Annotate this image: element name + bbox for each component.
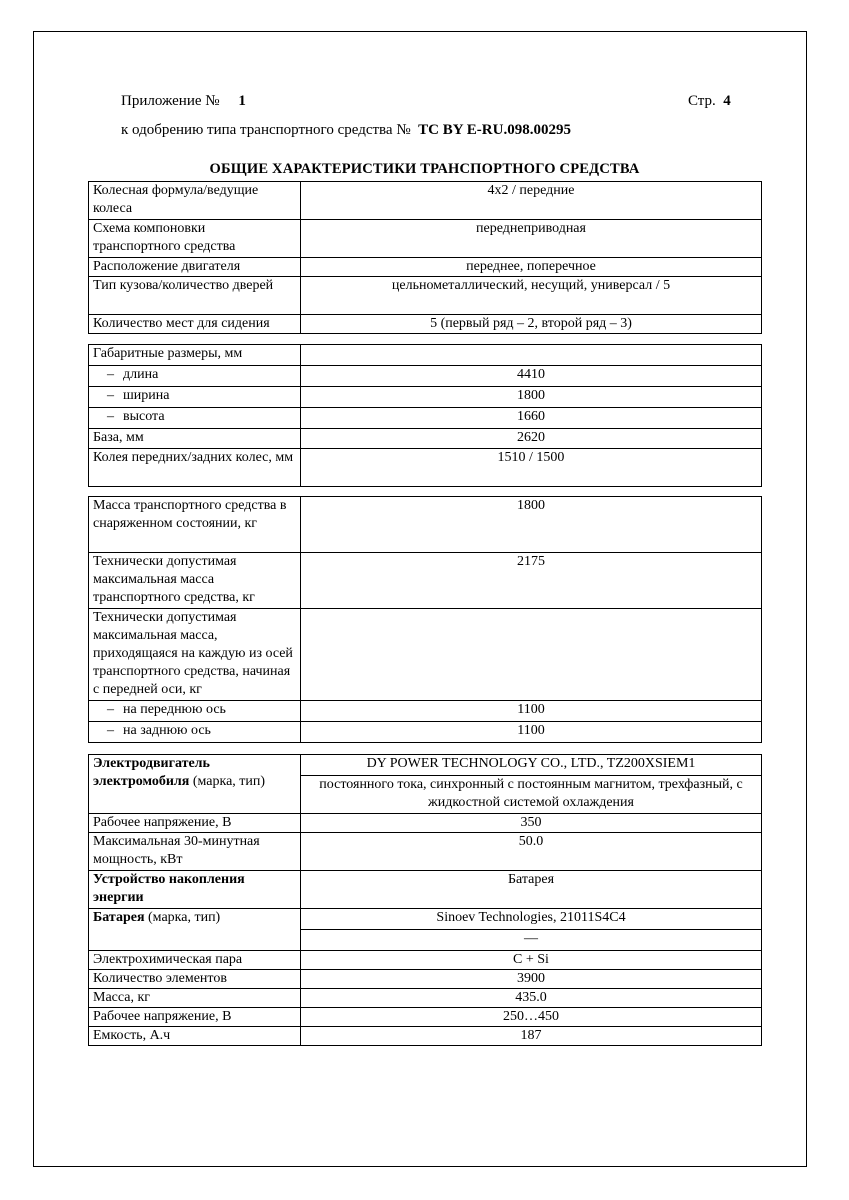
front-axle-value: 1100 <box>301 701 762 722</box>
table-row <box>89 755 762 776</box>
layout-label: Схема компоновки транспортного средства <box>89 220 301 258</box>
engine-position-label: Расположение двигателя <box>89 258 301 277</box>
table-row <box>89 909 762 930</box>
cells-value: 3900 <box>301 970 762 989</box>
table-row <box>89 871 762 909</box>
layout-value: переднеприводная <box>301 220 762 258</box>
approval-line <box>121 122 571 139</box>
dash: – <box>107 388 114 403</box>
table-row <box>89 387 762 408</box>
capacity-value: 187 <box>301 1027 762 1046</box>
appendix-label: Приложение № <box>121 93 220 109</box>
table-row <box>89 258 762 277</box>
table-row <box>89 553 762 609</box>
table-row <box>89 220 762 258</box>
table-row <box>89 449 762 487</box>
dimensions-table <box>88 344 762 487</box>
length-value: 4410 <box>301 366 762 387</box>
electric-table <box>88 754 762 1046</box>
max-mass-label: Технически допустимая максимальная масса транспортного средства, кг <box>89 553 301 609</box>
seats-label: Количество мест для сидения <box>89 315 301 334</box>
page-number: 4 <box>723 93 731 109</box>
height-label: – высота <box>89 408 301 429</box>
chem-value: C + Si <box>301 951 762 970</box>
storage-value: Батарея <box>301 871 762 909</box>
max-mass-value: 2175 <box>301 553 762 609</box>
overall-dimensions-label: Габаритные размеры, мм <box>89 345 301 366</box>
table-row <box>89 833 762 871</box>
rear-axle-label: – на заднюю ось <box>89 722 301 743</box>
axle-mass-value <box>301 609 762 701</box>
seats-value: 5 (первый ряд – 2, второй ряд – 3) <box>301 315 762 334</box>
track-value: 1510 / 1500 <box>301 449 762 487</box>
table-row <box>89 951 762 970</box>
dash: – <box>107 702 114 717</box>
voltage-value: 350 <box>301 814 762 833</box>
table-row <box>89 182 762 220</box>
table-row <box>89 429 762 449</box>
general-table <box>88 181 762 334</box>
dash: – <box>107 409 114 424</box>
curb-mass-label: Масса транспортного средства в снаряженном состоянии, кг <box>89 497 301 553</box>
power-label: Максимальная 30-минутная мощность, кВт <box>89 833 301 871</box>
approval-number: ТС BY E-RU.098.00295 <box>418 122 571 138</box>
battery-mass-value: 435.0 <box>301 989 762 1008</box>
battery-voltage-label: Рабочее напряжение, В <box>89 1008 301 1027</box>
table-row <box>89 408 762 429</box>
battery-label: Батарея (марка, тип) <box>89 909 301 951</box>
table-row <box>89 1027 762 1046</box>
table-row <box>89 722 762 743</box>
engine-position-value: переднее, поперечное <box>301 258 762 277</box>
table-row <box>89 701 762 722</box>
table-row <box>89 497 762 553</box>
dash: – <box>107 367 114 382</box>
page-label: Стр. <box>688 93 716 109</box>
motor-description: постоянного тока, синхронный с постоянным магнитом, трехфазный, с жидкостной системой охлаждения <box>301 776 762 814</box>
curb-mass-value: 1800 <box>301 497 762 553</box>
front-axle-label: – на переднюю ось <box>89 701 301 722</box>
length-label: – длина <box>89 366 301 387</box>
wheel-formula-value: 4x2 / передние <box>301 182 762 220</box>
motor-value: DY POWER TECHNOLOGY CO., LTD., TZ200XSIEM1 <box>301 755 762 776</box>
body-type-value: цельнометаллический, несущий, универсал / 5 <box>301 277 762 315</box>
width-label: – ширина <box>89 387 301 408</box>
wheel-formula-label: Колесная формула/ведущие колеса <box>89 182 301 220</box>
track-label: Колея передних/задних колес, мм <box>89 449 301 487</box>
power-value: 50.0 <box>301 833 762 871</box>
wheelbase-value: 2620 <box>301 429 762 449</box>
table-row <box>89 814 762 833</box>
appendix-number: 1 <box>238 93 246 109</box>
battery-mass-label: Масса, кг <box>89 989 301 1008</box>
cells-label: Количество элементов <box>89 970 301 989</box>
appendix-heading <box>121 93 246 110</box>
storage-label: Устройство накопления энергии <box>89 871 301 909</box>
approval-label: к одобрению типа транспортного средства № <box>121 122 411 138</box>
table-row <box>89 315 762 334</box>
mass-table <box>88 496 762 743</box>
page-number-heading <box>688 93 731 110</box>
table-row <box>89 366 762 387</box>
voltage-label: Рабочее напряжение, В <box>89 814 301 833</box>
body-type-label: Тип кузова/количество дверей <box>89 277 301 315</box>
battery-value: Sinoev Technologies, 21011S4C4 <box>301 909 762 930</box>
table-row <box>89 609 762 701</box>
axle-mass-label: Технически допустимая максимальная масса, приходящаяся на каждую из осей транспортного средства, начиная с передней оси, кг <box>89 609 301 701</box>
battery-type-value: — <box>301 930 762 951</box>
table-row <box>89 989 762 1008</box>
height-value: 1660 <box>301 408 762 429</box>
chem-label: Электрохимическая пара <box>89 951 301 970</box>
table-row <box>89 345 762 366</box>
table-row <box>89 1008 762 1027</box>
dash: – <box>107 723 114 738</box>
width-value: 1800 <box>301 387 762 408</box>
rear-axle-value: 1100 <box>301 722 762 743</box>
document-title: ОБЩИЕ ХАРАКТЕРИСТИКИ ТРАНСПОРТНОГО СРЕДСТВА <box>209 161 640 177</box>
wheelbase-label: База, мм <box>89 429 301 449</box>
motor-label: Электродвигатель электромобиля (марка, тип) <box>89 755 301 814</box>
table-row <box>89 970 762 989</box>
capacity-label: Емкость, А.ч <box>89 1027 301 1046</box>
overall-dimensions-value <box>301 345 762 366</box>
table-row <box>89 277 762 315</box>
battery-voltage-value: 250…450 <box>301 1008 762 1027</box>
